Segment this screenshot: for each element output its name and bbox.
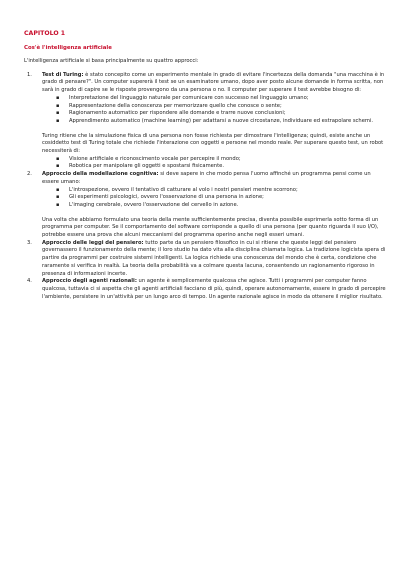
list-item bbox=[24, 240, 386, 279]
item-lead: Approccio della modellazione cognitiva: bbox=[42, 171, 159, 178]
item-text: un agente è semplicemente qualcosa che agisce. Tutti i programmi per computer fanno qualcosa, tuttavia ci si aspetta che gli agenti artificiali facciano di più, quindi, operare autonomamente, essere in grado di percepire l'ambiente, persistere in un'attività per un lungo arco di tempo. Un agente razionale agisce in modo da ottenere il miglior risultato. bbox=[42, 278, 386, 300]
item-paragraph bbox=[42, 240, 386, 279]
bullet-list bbox=[42, 156, 386, 171]
item-text: tutto parte da un pensiero filosofico in cui si ritiene che queste leggi del pensiero governassero il funzionamento della mente; il loro studio ha dato vita alla disciplina chiamata logica. La tradizione logicista spera di partire da programmi per costruire sistemi intelligenti. La logica richiede una conoscenza del mondo che è certa, condizione che raramente si verifica in realtà. La teoria della probabilità va a colmare questa lacuna, consentendo un ragionamento rigoroso in presenza di informazioni incerte. bbox=[42, 239, 386, 277]
item-number: 1. bbox=[27, 71, 32, 78]
item-after-paragraph: Turing ritiene che la simulazione fisica di una persona non fosse richiesta per dimostrare l'intelligenza; quindi, esiste anche un cosiddetto test di Turing totale che richiede l'interazione con oggetti e persone nel mondo reale. Per superare questo test, un robot necessiterà di: bbox=[42, 132, 384, 155]
chapter-title: CAPITOLO 1 bbox=[24, 30, 66, 37]
item-lead: Approccio delle leggi del pensiero: bbox=[42, 239, 144, 246]
item-paragraph bbox=[42, 278, 386, 301]
bullet-item: ▪ Visione artificiale e riconoscimento vocale per percepire il mondo; bbox=[69, 156, 386, 164]
item-number: 2. bbox=[27, 171, 32, 178]
bullet-item: ▪ Robotica per manipolare gli oggetti e spostarsi fisicamente. bbox=[69, 163, 386, 171]
list-item bbox=[24, 171, 386, 240]
item-after-paragraph: Una volta che abbiamo formulato una teoria della mente sufficientemente precisa, diventa possibile esprimerla sotto forma di un programma per computer. Se il comportamento del software corrisponde a quello di una persona (per quanto riguarda il suo I/O), potrebbe essere una prova che alcuni meccanismi del programma operino anche negli esseri umani. bbox=[42, 216, 379, 239]
item-number: 4. bbox=[27, 278, 32, 285]
section-title: Cos'è l'intelligenza artificiale bbox=[24, 45, 112, 51]
list-item bbox=[24, 278, 386, 301]
bullet-list bbox=[42, 95, 386, 126]
bullet-item: ▪ L'introspezione, ovvero il tentativo di catturare al volo i nostri pensieri mentre scorrono; bbox=[69, 187, 386, 195]
bullet-list bbox=[42, 187, 386, 210]
bullet-item: ▪ Gli esperimenti psicologici, ovvero l'osservazione di una persona in azione; bbox=[69, 194, 386, 202]
approaches-list bbox=[24, 72, 386, 302]
bullet-item: ▪ Ragionamento automatico per rispondere alle domande e trarre nuove conclusioni; bbox=[69, 110, 386, 118]
intro-paragraph: L'intelligenza artificiale si basa principalmente su quattro approcci: bbox=[24, 58, 199, 64]
item-paragraph bbox=[42, 72, 386, 95]
item-number: 3. bbox=[27, 239, 32, 246]
item-lead: Test di Turing: bbox=[42, 71, 84, 78]
list-item bbox=[24, 72, 386, 171]
item-lead: Approccio degli agenti razionali: bbox=[42, 278, 137, 285]
item-text: si deve sapere in che modo pensa l'uomo affinché un programma pensi come un essere umano: bbox=[42, 171, 371, 185]
bullet-item: ▪ Rappresentazione della conoscenza per memorizzare quello che conosce o sente; bbox=[69, 103, 386, 111]
bullet-item: ▪ L'imaging cerebrale, ovvero l'osservazione del cervello in azione. bbox=[69, 202, 386, 210]
item-text: è stato concepito come un esperimento mentale in grado di evitare l'incertezza della domanda "una macchina è in grado di pensare?". Un computer supererà il test se un esaminatore umano, dopo aver posto alcune domande in forma scritta, non sarà in grado di capire se le risposte provengono da una persona o no. Il computer per superare il test avrebbe bisogno di: bbox=[42, 71, 385, 94]
bullet-item: ▪ Interpretazione del linguaggio naturale per comunicare con successo nel linguaggio umano; bbox=[69, 95, 386, 103]
item-paragraph bbox=[42, 171, 386, 186]
bullet-item: ▪ Apprendimento automatico (machine learning) per adattarsi a nuove circostanze, individuare ed estrapolare schemi. bbox=[69, 118, 386, 126]
